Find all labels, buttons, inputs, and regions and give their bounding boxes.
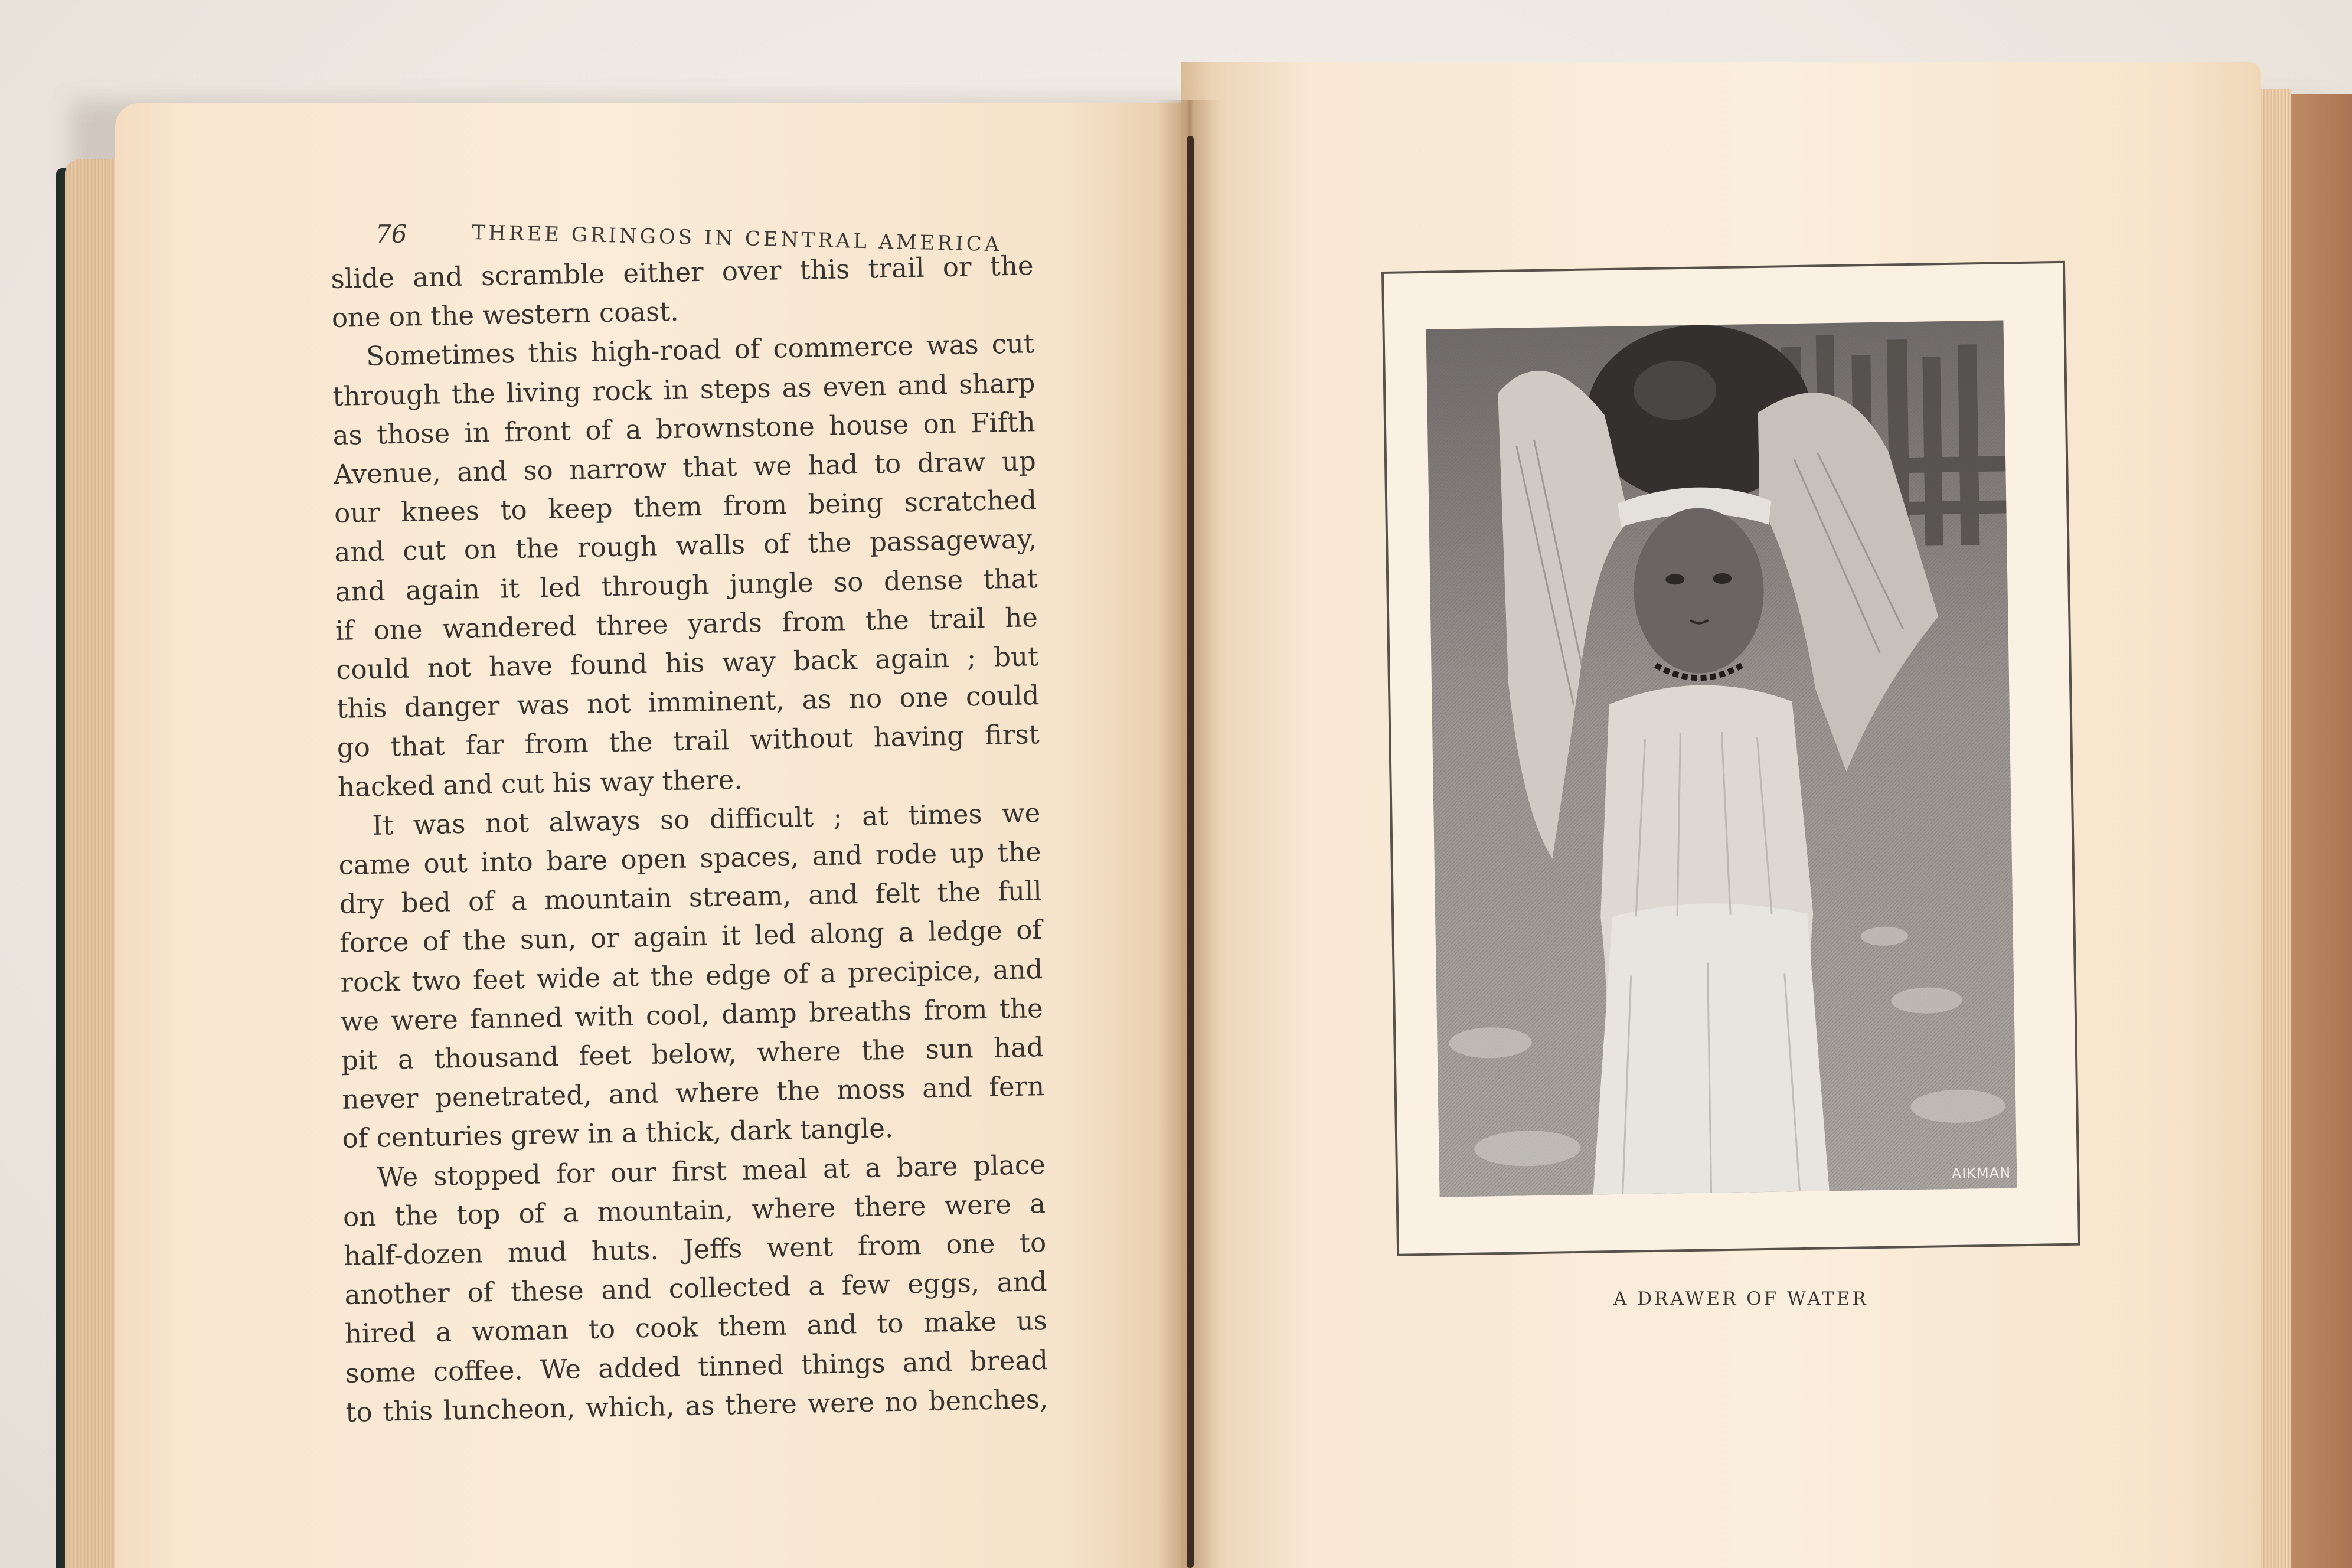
text-line: of centuries grew in a thick, dark tangle.	[342, 1112, 894, 1155]
engraver-signature: AIKMAN	[1951, 1164, 2011, 1182]
text-line: our knees to keep them from being scratched	[334, 484, 1037, 530]
text-line: Sometimes this high-road of commerce was cut	[365, 328, 1035, 373]
text-line: go that far from the trail without having first	[337, 718, 1040, 764]
engraving-illustration	[1426, 320, 2017, 1197]
text-line: rock two feet wide at the edge of a precipice, and	[339, 953, 1043, 998]
text-line: dry bed of a mountain stream, and felt the full	[339, 875, 1043, 920]
text-line: It was not always so difficult ; at times we	[371, 796, 1041, 841]
text-line: and cut on the rough walls of the passageway,	[334, 523, 1037, 569]
page-number: 76	[375, 220, 407, 249]
running-head: THREE GRINGOS IN CENTRAL AMERICA	[472, 221, 1002, 257]
text-line: this danger was not imminent, as no one could	[337, 680, 1040, 725]
text-line: could not have found his way back again ; but	[335, 641, 1039, 685]
text-line: and again it led through jungle so dense that	[335, 562, 1038, 607]
text-line: came out into bare open spaces, and rode up the	[338, 836, 1041, 881]
illustration-plate	[1381, 261, 2080, 1256]
text-line: never penetrated, and where the moss and fern	[341, 1070, 1045, 1116]
text-line: We stopped for our first meal at a bare place	[377, 1148, 1046, 1193]
text-line: through the living rock in steps as even and sharp	[332, 367, 1035, 412]
text-line: hired a woman to cook them and to make us	[344, 1305, 1048, 1350]
text-line: some coffee. We added tinned things and bread	[345, 1344, 1048, 1389]
text-line: on the top of a mountain, where there were a	[342, 1187, 1046, 1233]
text-line: half-dozen mud huts. Jeffs went from one to	[343, 1227, 1047, 1272]
plate-caption: A DRAWER OF WATER	[1613, 1288, 1868, 1309]
text-line: Avenue, and so narrow that we had to draw up	[333, 445, 1037, 490]
engraving-image	[1426, 320, 2017, 1197]
text-line: pit a thousand feet below, where the sun had	[341, 1031, 1044, 1076]
book-gutter	[1187, 136, 1194, 1568]
text-line: another of these and collected a few eggs, and	[344, 1266, 1047, 1311]
text-line: one on the western coast.	[331, 295, 680, 334]
text-line: hacked and cut his way there.	[337, 763, 743, 803]
text-line: if one wandered three yards from the trail he	[335, 601, 1038, 646]
text-line: slide and scramble either over this trail or the	[331, 250, 1034, 295]
text-line: to this luncheon, which, as there were no benches,	[345, 1383, 1048, 1428]
text-line: as those in front of a brownstone house on Fifth	[332, 406, 1035, 451]
text-line: we were fanned with cool, damp breaths from the	[340, 992, 1044, 1037]
text-line: force of the sun, or again it led along a ledge of	[339, 914, 1043, 959]
